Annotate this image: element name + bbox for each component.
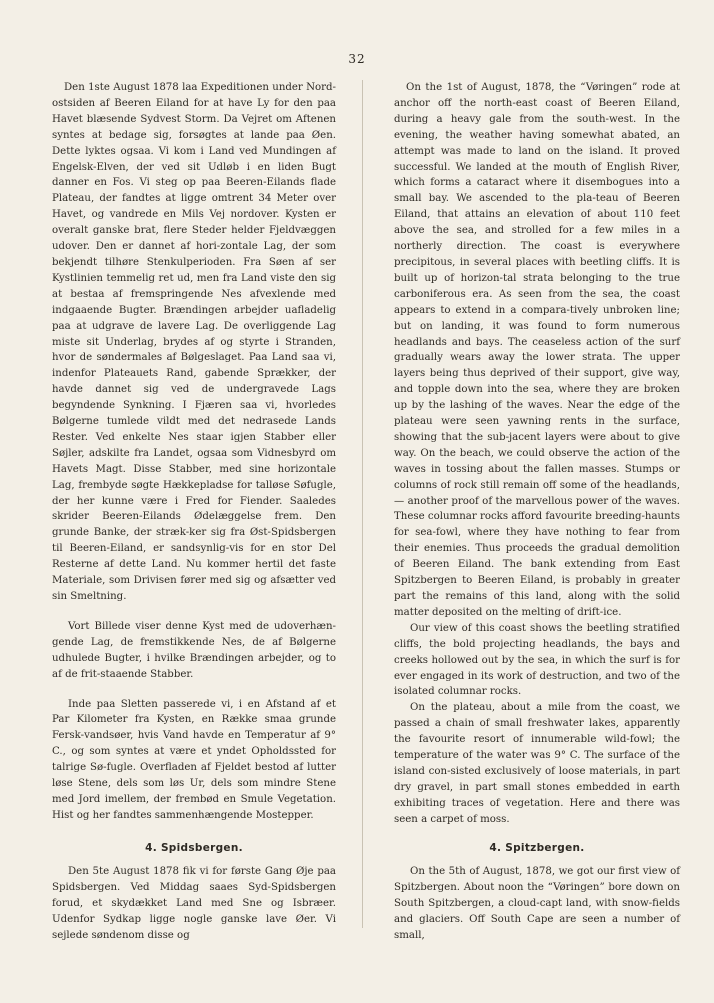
spidsbergen-paragraph: Den 5te August 1878 fik vi for første Gang Øje paa Spidsbergen. Ved Middag saaes Syd-Spidsbergen forud, et skydækket Land med Sne og Isbræer. Udenfor Sydkap ligge nogle ganske lave Øer. Vi sejlede søndenom disse og bbox=[52, 866, 336, 941]
english-column bbox=[394, 80, 680, 828]
norwegian-column bbox=[52, 80, 336, 824]
english-paragraph-3: On the plateau, about a mile from the coast, we passed a chain of small freshwater lakes, apparently the favourite resort of innumerable wild-fowl; the temperature of the water was 9° C. The surface of the island con-sisted exclusively of loose materials, in part dry gravel, in part small stones embedded in earth exhibiting traces of vegetation. Here and there was seen a carpet of moss. bbox=[394, 702, 680, 825]
section-heading-spidsbergen: 4. Spidsbergen. bbox=[145, 842, 243, 854]
spitzbergen-paragraph: On the 5th of August, 1878, we got our first view of Spitzbergen. About noon the “Vøringen” bore down on South Spitzbergen, a cloud-capt land, with snow-fields and glaciers. Off South Cape are seen a number of small, bbox=[394, 866, 680, 941]
column-divider bbox=[362, 80, 363, 928]
english-paragraph-2: Our view of this coast shows the beetling stratified cliffs, the bold projecting headlands, the bays and creeks hollowed out by the sea, in which the surf is for ever engaged in its work of destruction, and two of the isolated columnar rocks. bbox=[394, 622, 680, 698]
section-heading-spitzbergen: 4. Spitzbergen. bbox=[489, 842, 585, 854]
norwegian-paragraph-2: Vort Billede viser denne Kyst med de udoverhæn-gende Lag, de fremstikkende Nes, de af Bølgerne udhulede Bugter, i hvilke Brændingen arbejder, og to af de frit-staaende Stabber. bbox=[52, 620, 336, 680]
norwegian-paragraph-3: Inde paa Sletten passerede vi, i en Afstand af et Par Kilometer fra Kysten, en Række smaa grunde Fersk-vandsøer, hvis Vand havde en Temperatur af 9° C., og som syntes at være et yndet Opholdssted for talrige Sø-fugle. Overfladen af Fjeldet bestod af lutter løse Stene, dels som løs Ur, dels som mindre Stene med Jord imellem, der frembød en Smule Vegetation. Hist og her fandtes sammenhængende Mostepper. bbox=[52, 698, 336, 821]
english-paragraph-1: On the 1st of August, 1878, the “Vøringen” rode at anchor off the north-east coast of Beeren Eiland, during a heavy gale from the south-west. In the evening, the weather having somewhat abated, an attempt was made to land on the island. It proved successful. We landed at the mouth of English River, which forms a cataract where it disembogues into a small bay. We ascended to the pla-teau of Beeren Eiland, that attains an elevation of about 110 feet above the sea, and strolled for a few miles in a northerly direction. The coast is everywhere precipitous, in several places with beetling cliffs. It is built up of horizon-tal strata belonging to the true carboniferous era. As seen from the sea, the coast appears to extend in a compara-tively unbroken line; but on landing, it was found to form numerous headlands and bays. The ceaseless action of the surf gradually wears away the lower strata. The upper layers being thus deprived of their support, give way, and topple down into the sea, where they are broken up by the lashing of the waves. Near the edge of the plateau were seen yawning rents in the surface, showing that the sub-jacent layers were about to give way. On the beach, we could observe the action of the waves in tossing about the fallen masses. Stumps or columns of rock still remain off some of the headlands, — another proof of the marvellous power of the waves. These columnar rocks afford favourite breeding-haunts for sea-fowl, where they have nothing to fear from their enemies. Thus proceeds the gradual demolition of Beeren Eiland. The bank extending from East Spitzbergen to Beeren Eiland, is probably in greater part the remains of this land, along with the solid matter deposited on the melting of drift-ice. bbox=[394, 82, 680, 618]
norwegian-paragraph-1: Den 1ste August 1878 laa Expeditionen under Nord-ostsiden af Beeren Eiland for at have Ly for den paa Havet blæsende Sydvest Storm. Da Vejret om Aftenen syntes at bedage sig, forsøgtes at lande paa Øen. Dette lyktes ogsaa. Vi kom i Land ved Mundingen af Engelsk-Elven, der ved sit Udløb i en liden Bugt danner en Fos. Vi steg op paa Beeren-Eilands flade Plateau, der fandtes at ligge omtrent 34 Meter over Havet, og vandrede en Mils Vej nordover. Kysten er overalt ganske brat, flere Steder helder Fjeldvæggen udover. Den er dannet af hori-zontale Lag, der som bekjendt tilhøre Stenkulperioden. Fra Søen af ser Kystlinien temmelig ret ud, men fra Land viste den sig at bestaa af fremspringende Nes afvexlende med indgaaende Bugter. Brændingen arbejder uafladelig paa at udgrave de lavere Lag. De overliggende Lag miste sit Underlag, brydes af og styrte i Stranden, hvor de søndermales af Bølgeslaget. Paa Land saa vi, indenfor Plateauets Rand, gabende Sprækker, der havde dannet sig ved de undergravede Lags begyndende Synkning. I Fjæren saa vi, hvorledes Bølgerne tumlede vildt med det nedrasede Lands Rester. Ved enkelte Nes staar igjen Stabber eller Søjler, adskilte fra Landet, ogsaa som Vidnesbyrd om Havets Magt. Disse Stabber, med sine horizontale Lag, frembyde søgte Hækkepladse for talløse Søfugle, der her kunne være i Fred for Fiender. Saaledes skrider Beeren-Eilands Ødelæggelse frem. Den grunde Banke, der stræk-ker sig fra Øst-Spidsbergen til Beeren-Eiland, er sandsynlig-vis for en stor Del Resterne af dette Land. Nu kommer hertil det faste Materiale, som Drivisen fører med sig og afsætter ved sin Smeltning. bbox=[52, 82, 336, 602]
page-number: 32 bbox=[348, 52, 366, 66]
